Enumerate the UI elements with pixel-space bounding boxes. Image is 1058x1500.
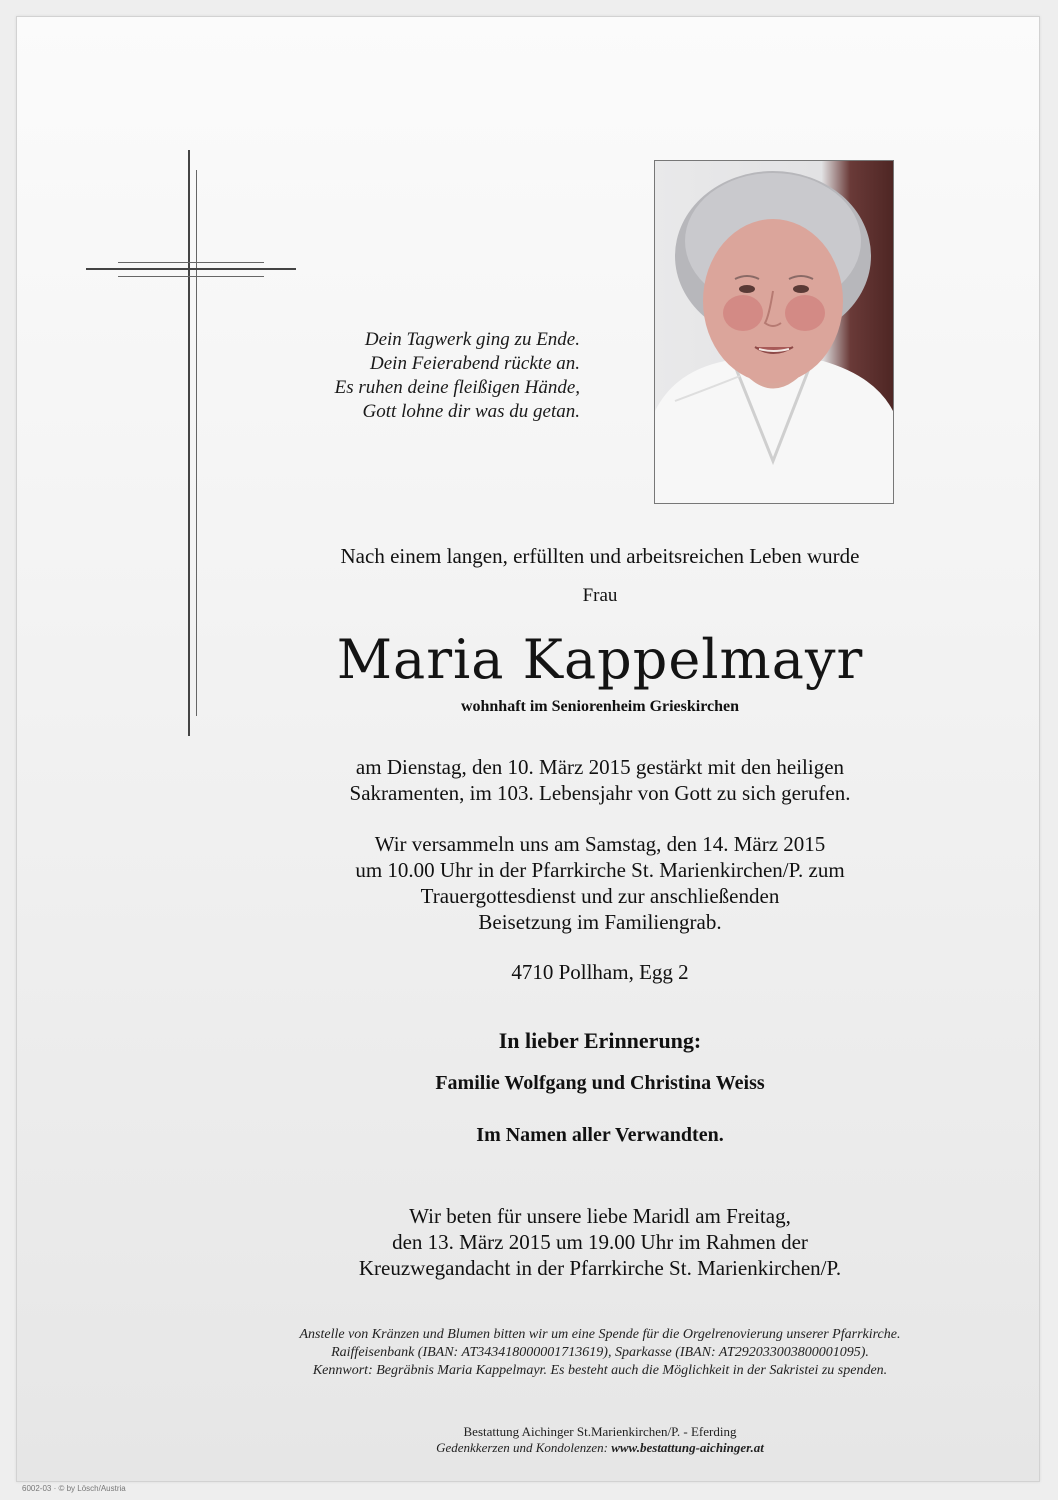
donation-notice bbox=[100, 1326, 1058, 1380]
relatives-text: Im Namen aller Verwandten. bbox=[476, 1124, 724, 1146]
cross-horizontal-thin-bar-top bbox=[118, 262, 264, 263]
poem-line: Dein Feierabend rückte an. bbox=[370, 353, 580, 374]
portrait-photo bbox=[654, 160, 894, 504]
memory-heading: In lieber Erinnerung: bbox=[498, 1028, 702, 1053]
donation-line: Kennwort: Begräbnis Maria Kappelmayr. Es besteht auch die Möglichkeit in der Sakristei zu spenden. bbox=[312, 1363, 888, 1378]
paragraph-line: Wir versammeln uns am Samstag, den 14. März 2015 bbox=[374, 832, 826, 856]
paragraph-line: Beisetzung im Familiengrab. bbox=[478, 910, 722, 934]
salutation: Frau bbox=[582, 585, 618, 606]
prayer-paragraph bbox=[200, 1203, 1000, 1281]
paragraph-line: den 13. März 2015 um 19.00 Uhr im Rahmen der bbox=[392, 1230, 808, 1254]
poem-line: Gott lohne dir was du getan. bbox=[362, 401, 580, 422]
residence-text: wohnhaft im Seniorenheim Grieskirchen bbox=[460, 698, 740, 715]
donation-line: Raiffeisenbank (IBAN: AT343418000001713619), Sparkasse (IBAN: AT292033003800001095). bbox=[331, 1345, 869, 1360]
cross-vertical-thin-bar bbox=[196, 170, 197, 716]
poem-line: Es ruhen deine fleißigen Hände, bbox=[334, 377, 580, 398]
address-text: 4710 Pollham, Egg 2 bbox=[511, 960, 689, 984]
funeral-home-info bbox=[100, 1424, 1058, 1456]
cross-horizontal-bar bbox=[86, 268, 296, 270]
deceased-name: Maria Kappelmayr bbox=[336, 628, 864, 691]
condolence-line bbox=[100, 1440, 1058, 1456]
family-names: Familie Wolfgang und Christina Weiss bbox=[435, 1072, 765, 1094]
paragraph-line: am Dienstag, den 10. März 2015 gestärkt mit den heiligen bbox=[355, 755, 845, 779]
poem-line: Dein Tagwerk ging zu Ende. bbox=[364, 329, 580, 350]
paragraph-line: Kreuzwegandacht in der Pfarrkirche St. Marienkirchen/P. bbox=[358, 1256, 842, 1280]
paragraph-line: Wir beten für unsere liebe Maridl am Freitag, bbox=[409, 1204, 791, 1228]
paragraph-line: Sakramenten, im 103. Lebensjahr von Gott zu sich gerufen. bbox=[349, 781, 851, 805]
funeral-home-name: Bestattung Aichinger St.Marienkirchen/P. - Eferding bbox=[463, 1424, 737, 1439]
paragraph-line: Trauergottesdienst und zur anschließenden bbox=[420, 884, 780, 908]
service-paragraph bbox=[200, 831, 1000, 935]
condolence-label: Gedenkkerzen und Kondolenzen: bbox=[436, 1440, 608, 1455]
website-link[interactable]: www.bestattung-aichinger.at bbox=[611, 1440, 764, 1455]
cross-vertical-bar bbox=[188, 150, 190, 736]
donation-line: Anstelle von Kränzen und Blumen bitten wir um eine Spende für die Orgelrenovierung unserer Pfarrkirche. bbox=[299, 1327, 901, 1342]
intro-text: Nach einem langen, erfüllten und arbeitsreichen Leben wurde bbox=[340, 544, 860, 568]
print-code: 6002-03 · © by Lösch/Austria bbox=[22, 1484, 126, 1493]
cross-horizontal-thin-bar-bottom bbox=[118, 276, 264, 277]
memorial-poem bbox=[300, 328, 580, 424]
death-notice-paragraph bbox=[200, 754, 1000, 806]
portrait-illustration bbox=[655, 161, 893, 503]
paragraph-line: um 10.00 Uhr in der Pfarrkirche St. Marienkirchen/P. zum bbox=[355, 858, 845, 882]
